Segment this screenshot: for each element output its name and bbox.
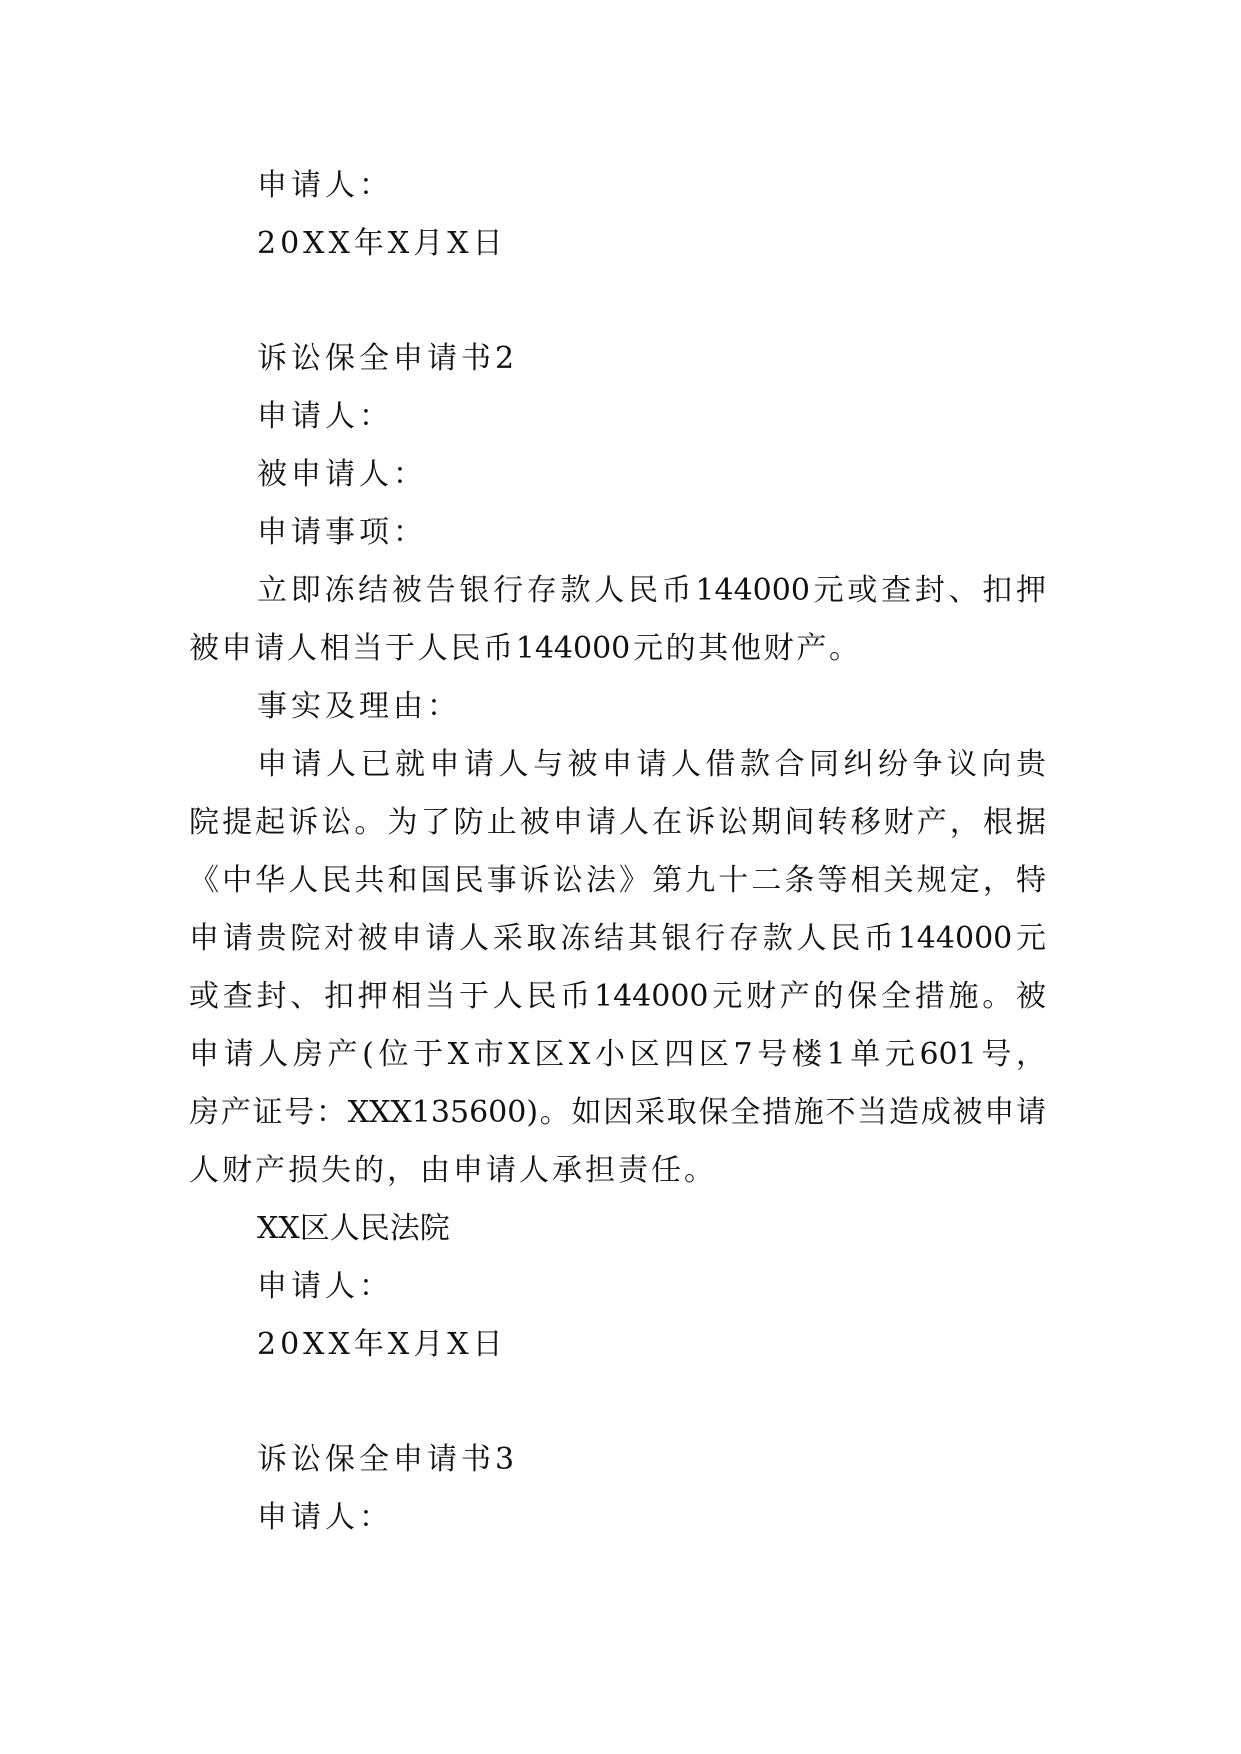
doc2-signature-label: 申请人： [257, 1269, 393, 1304]
doc2-facts-heading: 事实及理由： [257, 689, 461, 724]
doc2-facts-line-4: 申请贵院对被申请人采取冻结其银行存款人民币144000元 [189, 921, 1046, 956]
doc2-applicant-label: 申请人： [257, 399, 393, 434]
doc2-facts-line-6: 申请人房产(位于X市X区X小区四区7号楼1单元601号， [189, 1037, 1046, 1072]
doc2-respondent-label: 被申请人： [257, 457, 427, 492]
doc2-request-line-1: 立即冻结被告银行存款人民币144000元或查封、扣押 [257, 573, 1046, 608]
doc2-facts-line-5: 或查封、扣押相当于人民币144000元财产的保全措施。被 [189, 979, 1046, 1014]
doc2-date: 20XX年X月X日 [257, 1327, 507, 1362]
doc2-request-line-2: 被申请人相当于人民币144000元的其他财产。 [189, 631, 859, 666]
doc2-facts-line-8: 人财产损失的，由申请人承担责任。 [189, 1153, 714, 1188]
doc2-court-name: XX区人民法院 [257, 1211, 450, 1246]
doc2-facts-line-2: 院提起诉讼。为了防止被申请人在诉讼期间转移财产，根据 [189, 805, 1046, 840]
doc2-request-heading: 申请事项： [257, 515, 427, 550]
doc3-applicant-label: 申请人： [257, 1500, 393, 1535]
doc2-title: 诉讼保全申请书2 [257, 341, 519, 376]
doc2-facts-line-7: 房产证号：XXX135600)。如因采取保全措施不当造成被申请 [189, 1095, 1046, 1130]
doc3-title: 诉讼保全申请书3 [257, 1442, 519, 1477]
doc2-facts-line-1: 申请人已就申请人与被申请人借款合同纠纷争议向贵 [257, 747, 1046, 782]
doc2-facts-line-3: 《中华人民共和国民事诉讼法》第九十二条等相关规定，特 [189, 863, 1046, 898]
doc1-applicant-label: 申请人： [257, 168, 393, 203]
doc1-date: 20XX年X月X日 [257, 226, 507, 261]
